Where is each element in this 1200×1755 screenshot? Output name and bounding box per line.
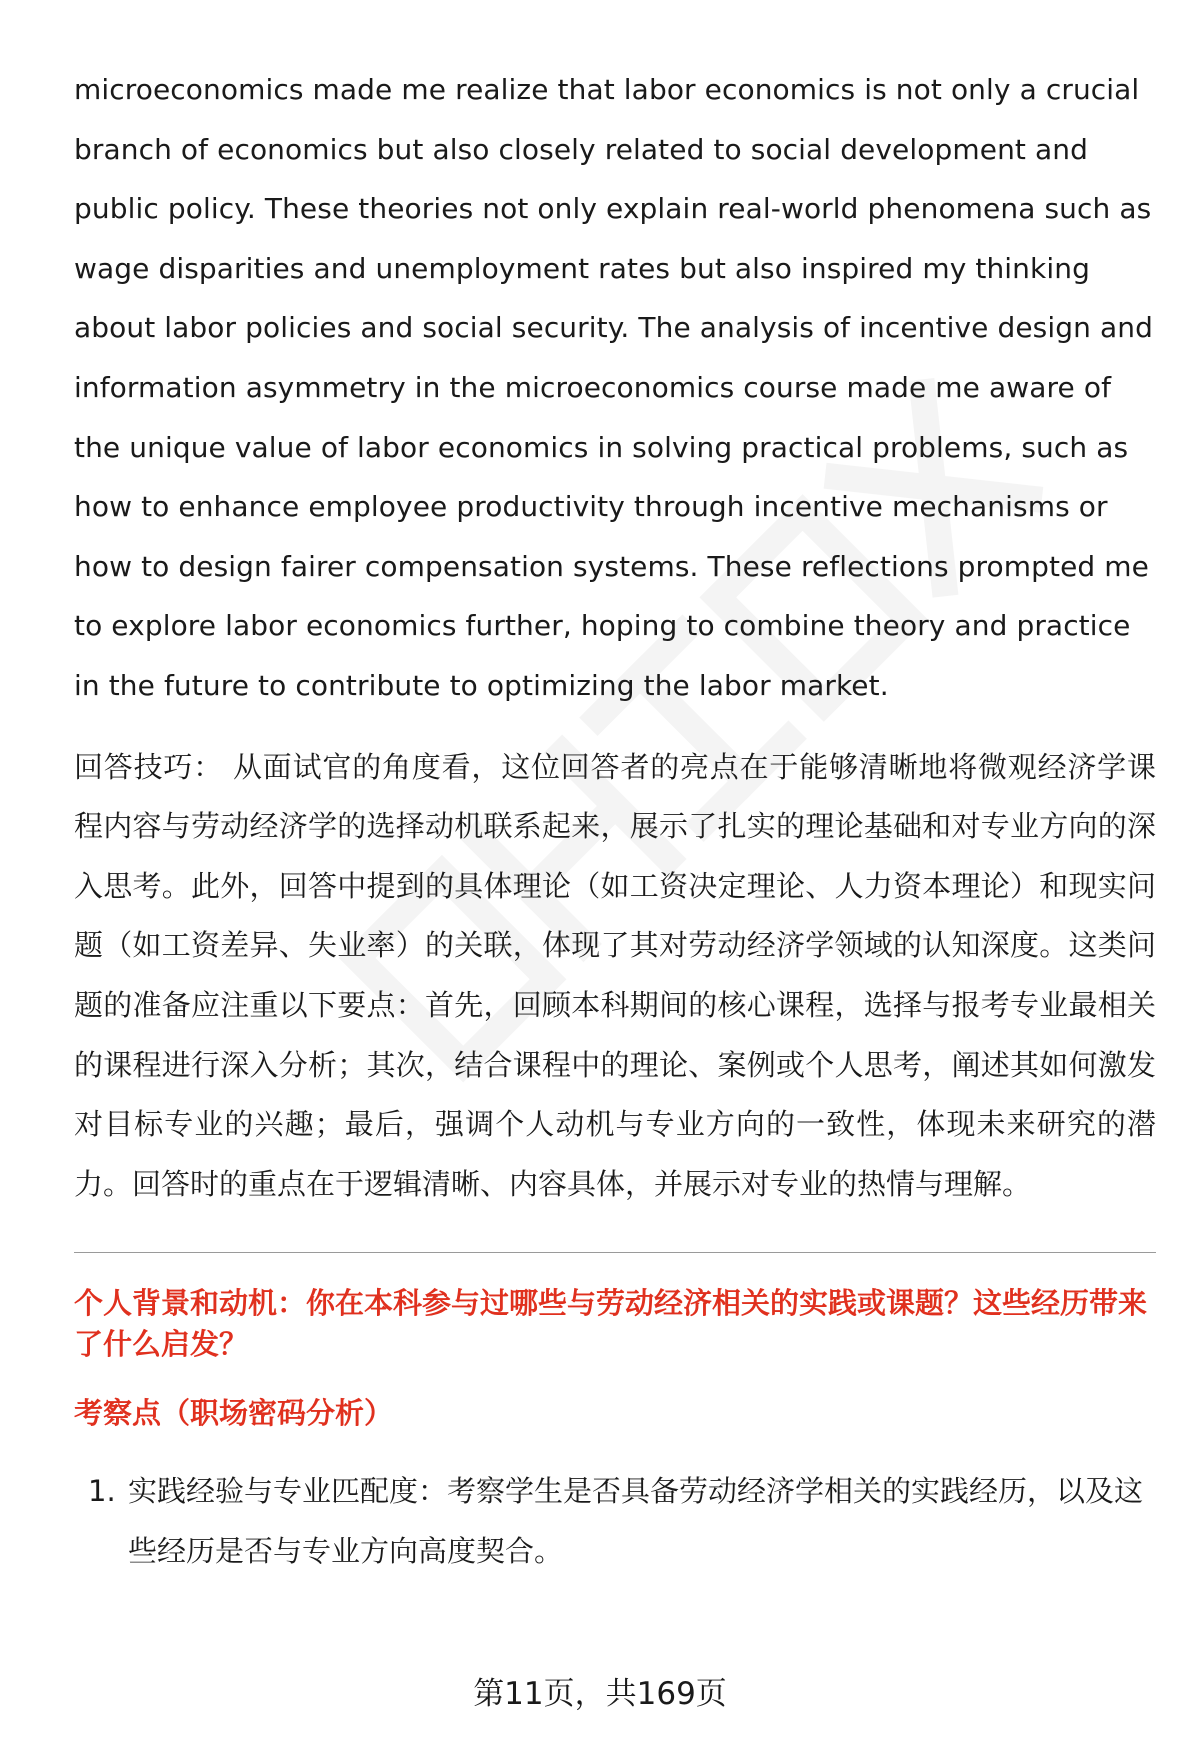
english-paragraph: microeconomics made me realize that labor economics is not only a crucial branch of economics but also closely related to social development and public policy. These theories not only explain real-world phenomena such as wage disparities and unemployment rates but also inspired my thinking about labor policies and social security. The analysis of incentive design and information asymmetry in the microeconomics course made me aware of the unique value of labor economics in solving practical problems, such as how to enhance employee productivity through incentive mechanisms or how to design fairer compensation systems. These reflections prompted me to explore labor economics further, hoping to combine theory and practice in the future to contribute to optimizing the labor market.	[74, 73, 1153, 702]
list-item-number: 1.	[88, 1474, 116, 1509]
page-footer: 第11页，共169页	[473, 1676, 727, 1712]
list-item-text: 实践经验与专业匹配度：考察学生是否具备劳动经济学相关的实践经历，以及这些经历是否与专业方向高度契合。	[128, 1474, 1144, 1568]
tips-paragraph: 回答技巧： 从面试官的角度看，这位回答者的亮点在于能够清晰地将微观经济学课程内容与劳动经济学的选择动机联系起来，展示了扎实的理论基础和对专业方向的深入思考。此外，回答中提到的具体理论（如工资决定理论、人力资本理论）和现实问题（如工资差异、失业率）的关联，体现了其对劳动经济学领域的认知深度。这类问题的准备应注重以下要点：首先，回顾本科期间的核心课程，选择与报考专业最相关的课程进行深入分析；其次，结合课程中的理论、案例或个人思考，阐述其如何激发对目标专业的兴趣；最后，强调个人动机与专业方向的一致性，体现未来研究的潜力。回答时的重点在于逻辑清晰、内容具体，并展示对专业的热情与理解。	[74, 749, 1156, 1201]
section-divider	[74, 1252, 1156, 1253]
document-page	[74, 60, 1156, 1581]
question-heading: 个人背景和动机：你在本科参与过哪些与劳动经济相关的实践或课题？这些经历带来了什么启发？	[74, 1286, 1148, 1362]
assessment-list	[74, 1462, 1156, 1581]
list-item	[74, 1462, 1156, 1581]
section-title: 考察点（职场密码分析）	[74, 1396, 394, 1431]
